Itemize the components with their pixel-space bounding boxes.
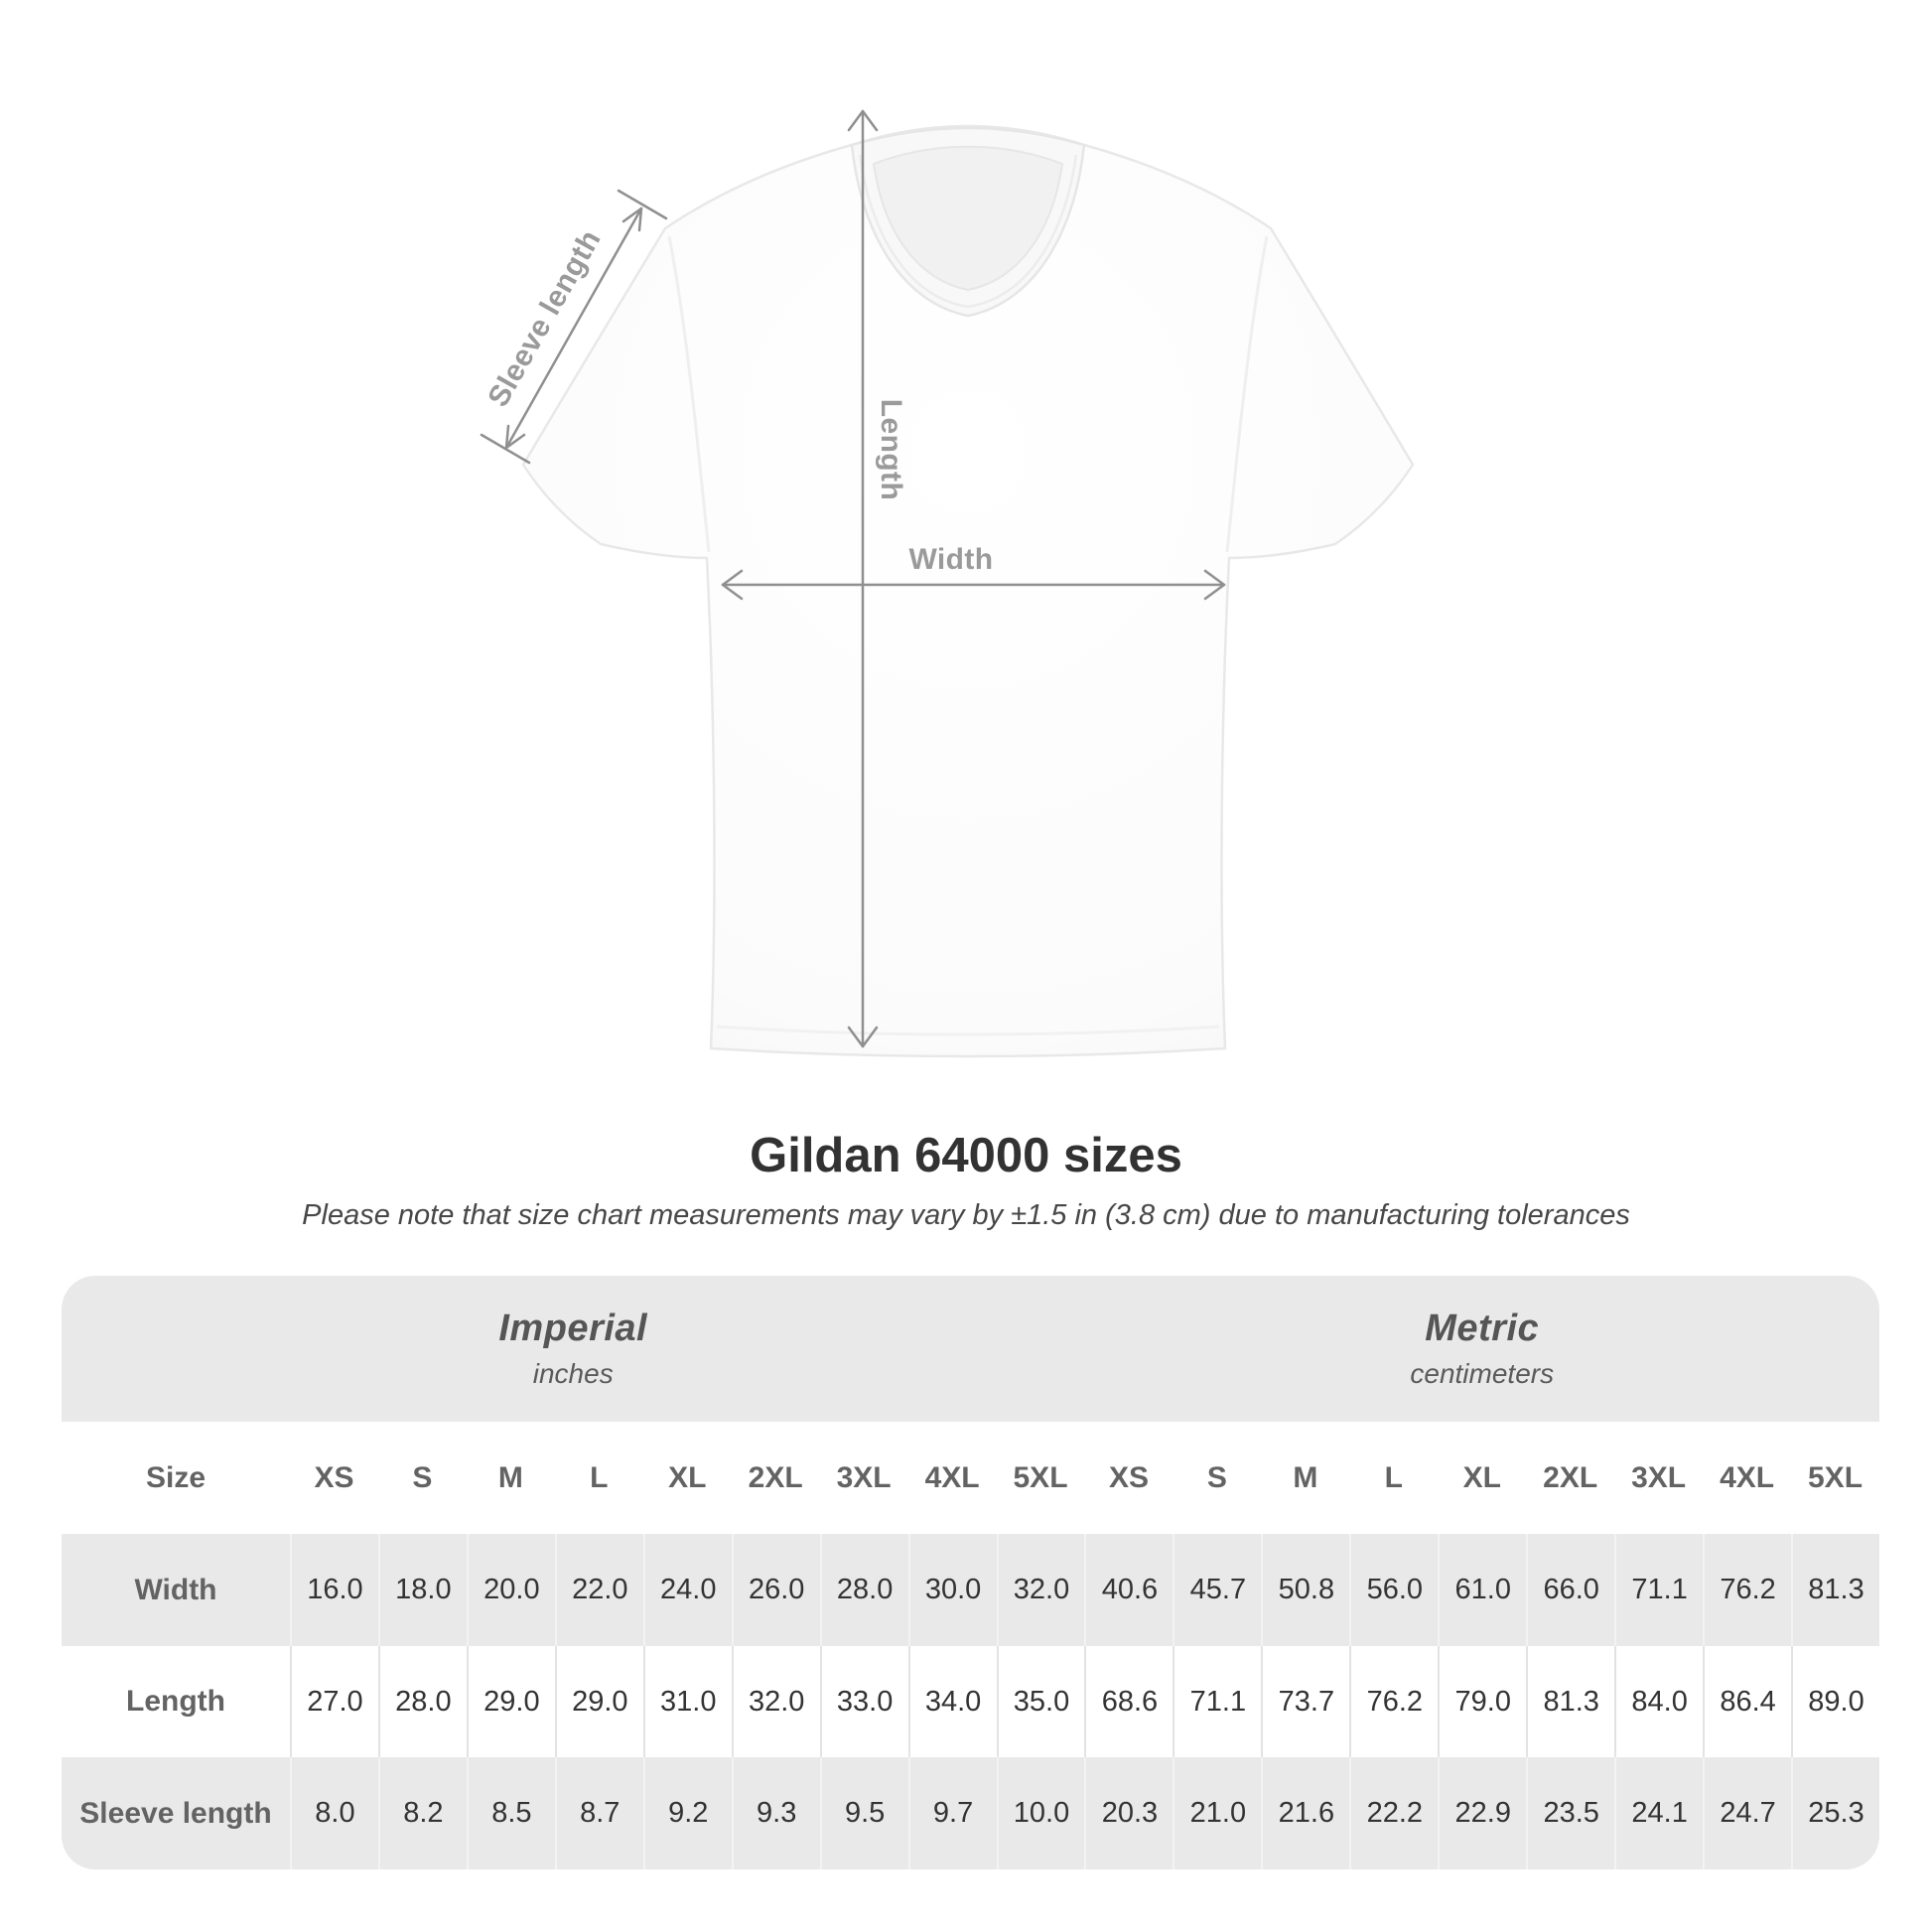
width-dimension-label: Width — [908, 543, 994, 576]
size-header-imperial-3xl: 3XL — [820, 1422, 908, 1534]
length-cell: 79.0 — [1438, 1646, 1526, 1757]
size-header-metric-4xl: 4XL — [1703, 1422, 1791, 1534]
length-cell: 81.3 — [1526, 1646, 1614, 1757]
size-header-imperial-2xl: 2XL — [732, 1422, 820, 1534]
sleeve-cell: 25.3 — [1791, 1757, 1879, 1869]
length-cell: 32.0 — [732, 1646, 820, 1757]
row-label-length: Length — [62, 1646, 290, 1757]
length-cell: 31.0 — [643, 1646, 732, 1757]
size-header-metric-l: L — [1349, 1422, 1438, 1534]
sleeve-cell: 8.0 — [290, 1757, 378, 1869]
sleeve-cell: 24.7 — [1703, 1757, 1791, 1869]
width-cell: 26.0 — [732, 1534, 820, 1646]
sleeve-cell: 9.5 — [820, 1757, 908, 1869]
length-cell: 71.1 — [1173, 1646, 1261, 1757]
page-title: Gildan 64000 sizes — [750, 1129, 1182, 1182]
sleeve-cell: 24.1 — [1614, 1757, 1703, 1869]
width-cell: 32.0 — [997, 1534, 1085, 1646]
sleeve-cell: 8.2 — [378, 1757, 467, 1869]
imperial-group-header — [62, 1276, 1084, 1422]
row-label-sleeve-length: Sleeve length — [62, 1757, 290, 1869]
width-cell: 30.0 — [908, 1534, 997, 1646]
length-cell: 86.4 — [1703, 1646, 1791, 1757]
width-cell: 24.0 — [643, 1534, 732, 1646]
size-header-metric-3xl: 3XL — [1614, 1422, 1703, 1534]
width-cell: 66.0 — [1526, 1534, 1614, 1646]
width-cell: 81.3 — [1791, 1534, 1879, 1646]
sleeve-cell: 20.3 — [1084, 1757, 1173, 1869]
size-header-imperial-5xl: 5XL — [997, 1422, 1085, 1534]
width-cell: 20.0 — [467, 1534, 555, 1646]
size-header-imperial-xl: XL — [643, 1422, 732, 1534]
length-cell: 68.6 — [1084, 1646, 1173, 1757]
tshirt-illustration — [523, 126, 1413, 1056]
width-cell: 56.0 — [1349, 1534, 1438, 1646]
size-column-header: Size — [62, 1422, 290, 1534]
width-cell: 22.0 — [555, 1534, 643, 1646]
sleeve-cell: 8.5 — [467, 1757, 555, 1869]
length-cell: 28.0 — [378, 1646, 467, 1757]
size-table — [62, 1276, 1879, 1869]
sleeve-cell: 21.6 — [1261, 1757, 1349, 1869]
size-header-metric-xl: XL — [1438, 1422, 1526, 1534]
width-cell: 50.8 — [1261, 1534, 1349, 1646]
sleeve-cell: 8.7 — [555, 1757, 643, 1869]
size-header-metric-2xl: 2XL — [1526, 1422, 1614, 1534]
size-header-imperial-s: S — [378, 1422, 467, 1534]
dimension-tick-upper — [619, 191, 666, 218]
size-header-imperial-l: L — [555, 1422, 643, 1534]
metric-unit-label: centimeters — [1410, 1358, 1555, 1389]
size-header-metric-xs: XS — [1084, 1422, 1173, 1534]
sleeve-cell: 9.7 — [908, 1757, 997, 1869]
length-cell: 73.7 — [1261, 1646, 1349, 1757]
length-cell: 34.0 — [908, 1646, 997, 1757]
size-header-imperial-xs: XS — [290, 1422, 378, 1534]
tolerance-note: Please note that size chart measurements may vary by ±1.5 in (3.8 cm) due to manufacturing tolerances — [302, 1199, 1630, 1231]
sleeve-cell: 22.9 — [1438, 1757, 1526, 1869]
sleeve-cell: 10.0 — [997, 1757, 1085, 1869]
size-header-metric-5xl: 5XL — [1791, 1422, 1879, 1534]
length-cell: 33.0 — [820, 1646, 908, 1757]
row-label-width: Width — [62, 1534, 290, 1646]
width-cell: 28.0 — [820, 1534, 908, 1646]
length-cell: 84.0 — [1614, 1646, 1703, 1757]
width-cell: 16.0 — [290, 1534, 378, 1646]
imperial-label: Imperial — [498, 1308, 648, 1349]
size-header-metric-m: M — [1261, 1422, 1349, 1534]
width-cell: 76.2 — [1703, 1534, 1791, 1646]
length-cell: 89.0 — [1791, 1646, 1879, 1757]
imperial-unit-label: inches — [532, 1358, 614, 1389]
sleeve-cell: 23.5 — [1526, 1757, 1614, 1869]
length-cell: 27.0 — [290, 1646, 378, 1757]
length-cell: 29.0 — [555, 1646, 643, 1757]
width-cell: 71.1 — [1614, 1534, 1703, 1646]
arrowhead-upper — [623, 208, 641, 230]
length-cell: 35.0 — [997, 1646, 1085, 1757]
width-cell: 45.7 — [1173, 1534, 1261, 1646]
width-cell: 61.0 — [1438, 1534, 1526, 1646]
size-header-imperial-m: M — [467, 1422, 555, 1534]
arrowhead-lower — [506, 426, 524, 448]
width-cell: 40.6 — [1084, 1534, 1173, 1646]
sleeve-cell: 9.3 — [732, 1757, 820, 1869]
width-cell: 18.0 — [378, 1534, 467, 1646]
length-cell: 29.0 — [467, 1646, 555, 1757]
size-header-metric-s: S — [1173, 1422, 1261, 1534]
metric-label: Metric — [1425, 1308, 1540, 1349]
sleeve-cell: 9.2 — [643, 1757, 732, 1869]
size-header-imperial-4xl: 4XL — [908, 1422, 997, 1534]
sleeve-cell: 22.2 — [1349, 1757, 1438, 1869]
length-dimension-label: Length — [875, 398, 907, 501]
sleeve-length-dimension-label: Sleeve length — [482, 224, 608, 413]
length-cell: 76.2 — [1349, 1646, 1438, 1757]
sleeve-cell: 21.0 — [1173, 1757, 1261, 1869]
metric-group-header — [1084, 1276, 1879, 1422]
